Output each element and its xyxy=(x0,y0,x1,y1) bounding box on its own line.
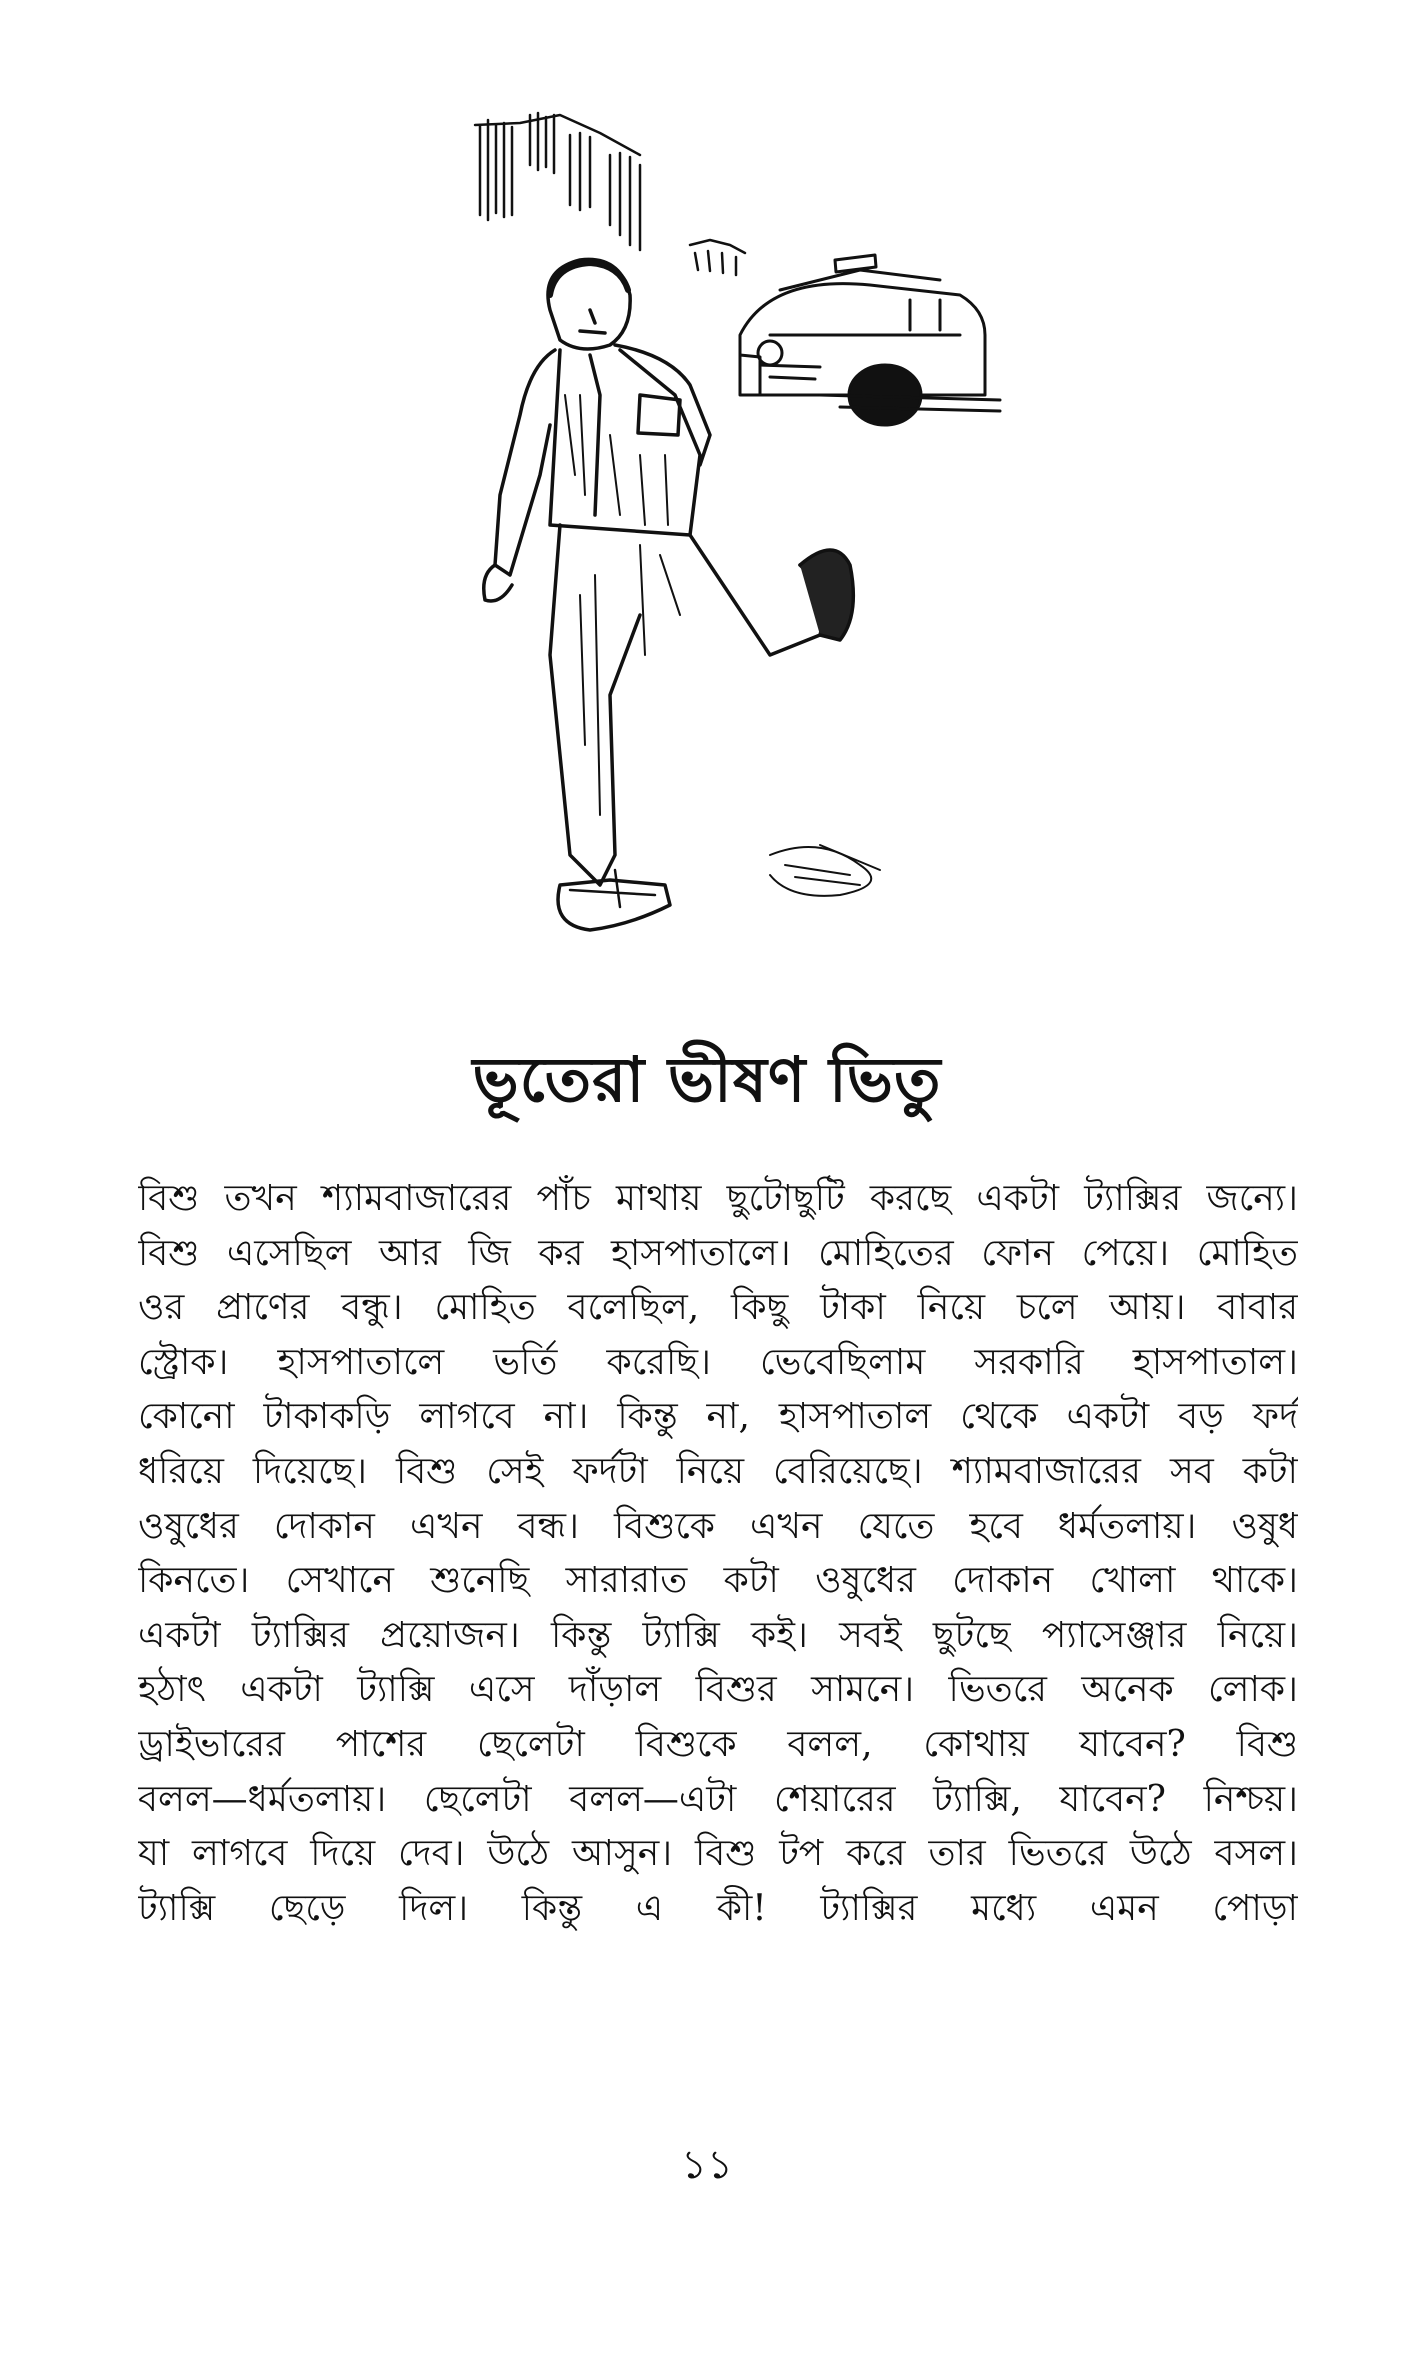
paragraph-line: ধরিয়ে দিয়েছে। বিশু সেই ফর্দটা নিয়ে বেরিয়েছে। শ্যামবাজারের সব কটা xyxy=(138,1450,1298,1492)
paragraph-line: স্ট্রোক। হাসপাতালে ভর্তি করেছি। ভেবেছিলাম সরকারি হাসপাতাল। xyxy=(138,1341,1298,1383)
paragraph-line: কোনো টাকাকড়ি লাগবে না। কিন্তু না, হাসপাতাল থেকে একটা বড় ফর্দ xyxy=(138,1396,1298,1438)
paragraph-line: ওর প্রাণের বন্ধু। মোহিত বলেছিল, কিছু টাকা নিয়ে চলে আয়। বাবার xyxy=(138,1287,1298,1329)
paragraph-line: ড্রাইভারের পাশের ছেলেটা বিশুকে বলল, কোথায় যাবেন? বিশু xyxy=(138,1723,1298,1765)
paragraph-line: হঠাৎ একটা ট্যাক্সি এসে দাঁড়াল বিশুর সামনে। ভিতরে অনেক লোক। xyxy=(138,1669,1298,1711)
paragraph-line: একটা ট্যাক্সির প্রয়োজন। কিন্তু ট্যাক্সি কই। সবই ছুটছে প্যাসেঞ্জার নিয়ে। xyxy=(138,1614,1298,1656)
paragraph-line: যা লাগবে দিয়ে দেব। উঠে আসুন। বিশু টপ করে তার ভিতরে উঠে বসল। xyxy=(138,1833,1298,1875)
paragraph-line: ওষুধের দোকান এখন বন্ধ। বিশুকে এখন যেতে হবে ধর্মতলায়। ওষুধ xyxy=(138,1505,1298,1547)
paragraph-line: বলল—ধর্মতলায়। ছেলেটা বলল—এটা শেয়ারের ট্যাক্সি, যাবেন? নিশ্চয়। xyxy=(138,1778,1298,1820)
paragraph-line: বিশু তখন শ্যামবাজারের পাঁচ মাথায় ছুটোছুটি করছে একটা ট্যাক্সির জন্যে। xyxy=(138,1178,1298,1219)
page-number: ১১ xyxy=(681,2142,733,2188)
paragraph-line: বিশু এসেছিল আর জি কর হাসপাতালে। মোহিতের ফোন পেয়ে। মোহিত xyxy=(138,1232,1298,1274)
story-title: ভূতেরা ভীষণ ভিতু xyxy=(472,1043,942,1116)
paragraph-line: ট্যাক্সি ছেড়ে দিল। কিন্তু এ কী! ট্যাক্সির মধ্যে এমন পোড়া xyxy=(138,1887,1298,1929)
running-man-with-taxi-illustration xyxy=(440,95,1020,1025)
paragraph-line: কিনতে। সেখানে শুনেছি সারারাত কটা ওষুধের দোকান খোলা থাকে। xyxy=(138,1560,1298,1602)
story-paragraph xyxy=(138,1172,1298,1936)
